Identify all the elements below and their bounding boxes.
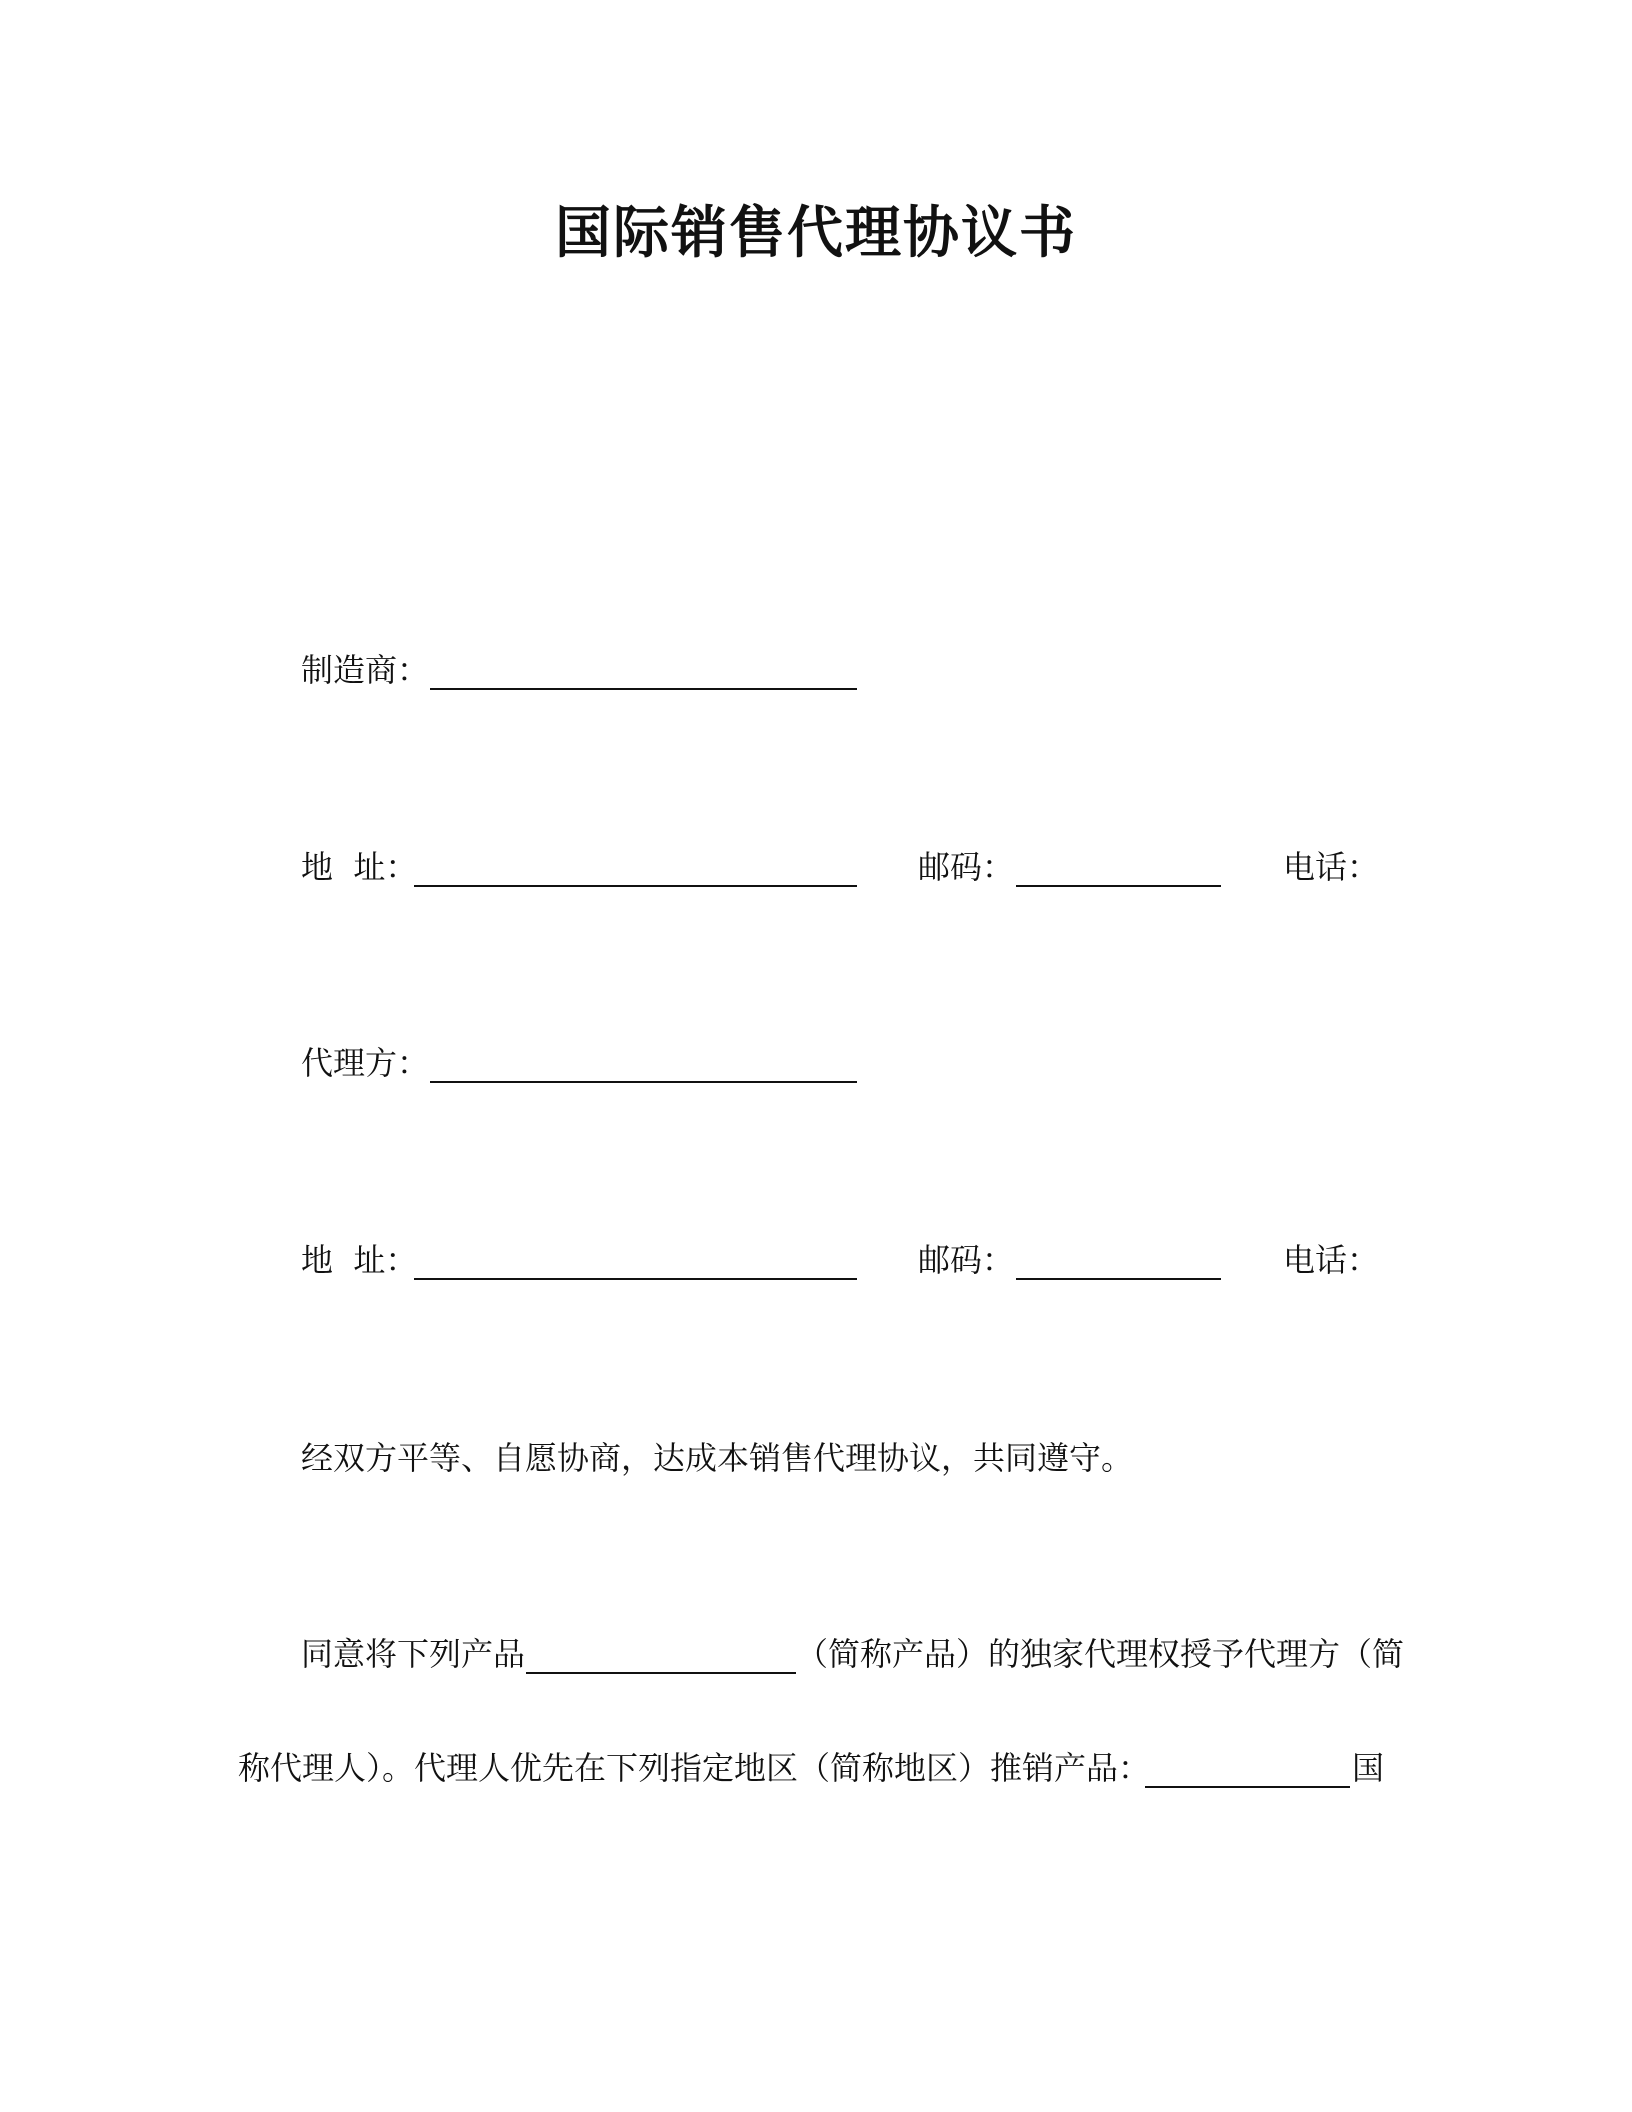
agent-blank[interactable] bbox=[430, 1081, 857, 1083]
agent-phone-label: 电话： bbox=[1283, 1241, 1380, 1279]
agent-address-blank[interactable] bbox=[414, 1278, 857, 1280]
agent-postcode-label: 邮码： bbox=[918, 1241, 1015, 1279]
manufacturer-postcode-label: 邮码： bbox=[918, 848, 1015, 886]
manufacturer-phone-label: 电话： bbox=[1283, 848, 1380, 886]
manufacturer-label: 制造商： bbox=[301, 651, 430, 689]
manufacturer-blank[interactable] bbox=[430, 688, 857, 690]
clause-line1-suffix: （简称产品）的独家代理权授予代理方（简 bbox=[796, 1635, 1405, 1673]
manufacturer-postcode-blank[interactable] bbox=[1016, 885, 1221, 887]
clause-line2-suffix: 国 bbox=[1352, 1749, 1385, 1787]
agent-label: 代理方： bbox=[301, 1044, 430, 1082]
clause-line1-prefix: 同意将下列产品 bbox=[301, 1635, 526, 1673]
manufacturer-address-label: 地 址： bbox=[301, 848, 418, 886]
clause-line2-prefix: 称代理人）。代理人优先在下列指定地区（简称地区）推销产品： bbox=[238, 1749, 1151, 1787]
agent-address-label: 地 址： bbox=[301, 1241, 418, 1279]
region-blank[interactable] bbox=[1145, 1786, 1350, 1788]
product-blank[interactable] bbox=[526, 1672, 796, 1674]
document-title: 国际销售代理协议书 bbox=[555, 201, 1077, 266]
manufacturer-address-blank[interactable] bbox=[414, 885, 857, 887]
agreement-statement: 经双方平等、自愿协商，达成本销售代理协议，共同遵守。 bbox=[301, 1439, 1134, 1477]
agent-postcode-blank[interactable] bbox=[1016, 1278, 1221, 1280]
